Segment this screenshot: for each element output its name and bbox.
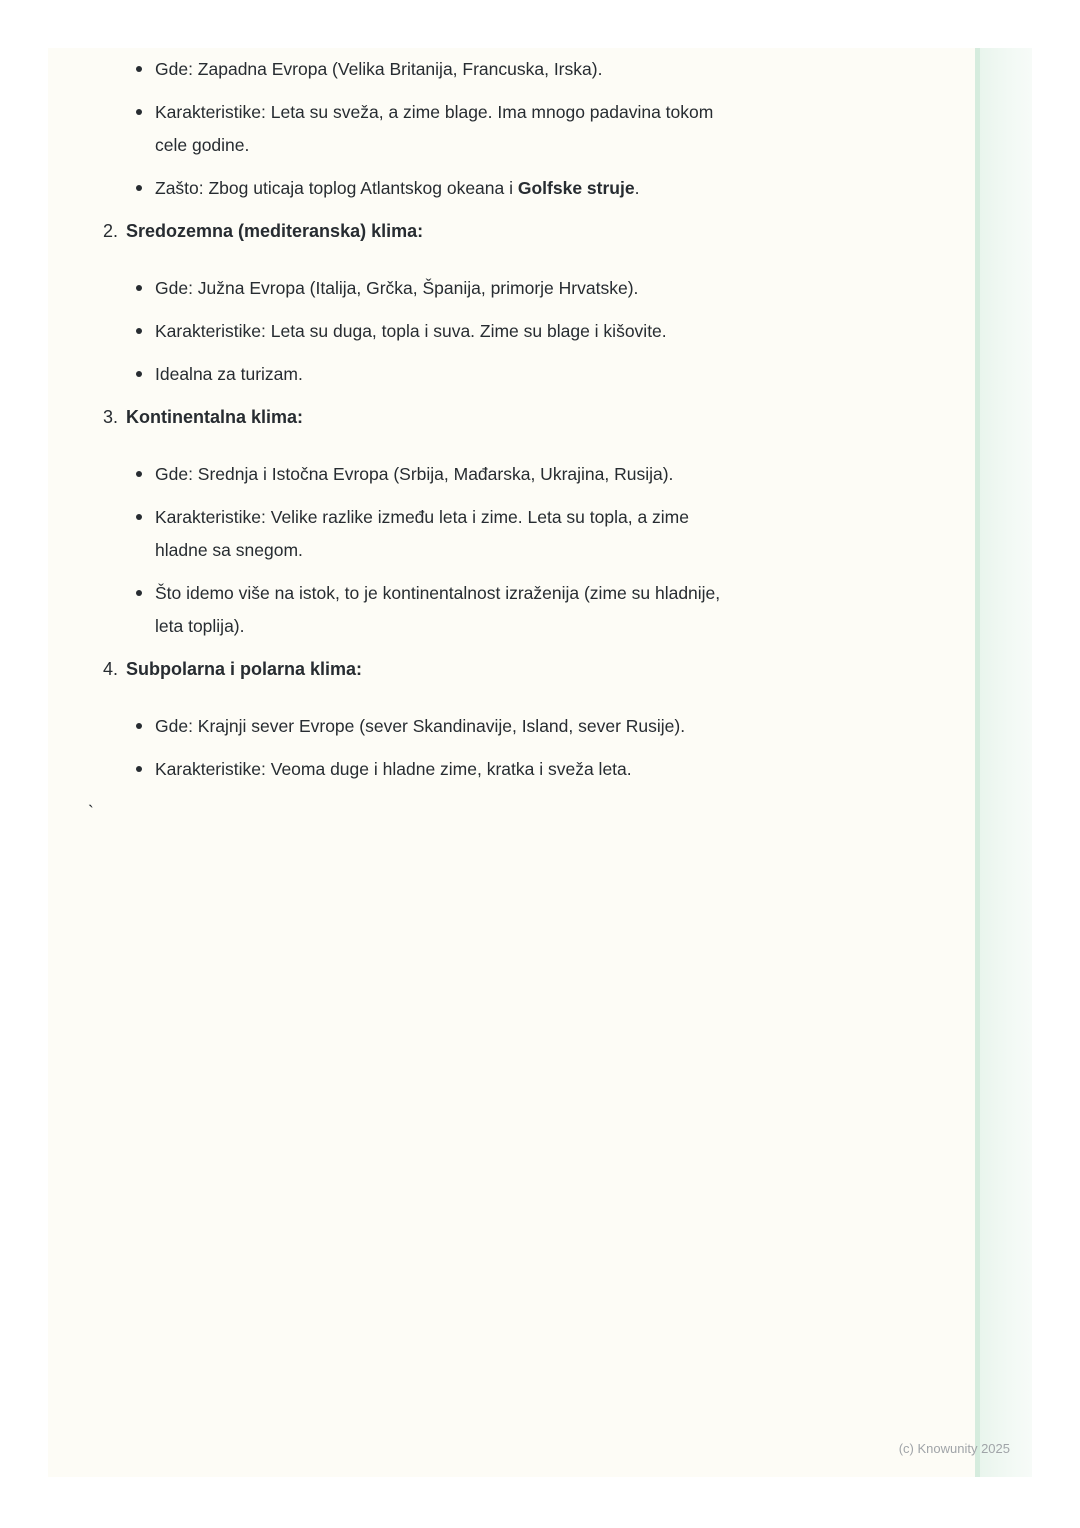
list-item-text: Gde: Zapadna Evropa (Velika Britanija, Francuska, Irska). [155,59,603,79]
bullet-icon [136,723,142,729]
list-item [155,272,908,305]
list-item-text [155,172,908,205]
bullet-list-oceanic-climate [88,53,908,205]
list-item [155,172,908,205]
section-number: 4. [103,659,119,679]
note-content [88,48,908,829]
section-continental-climate [88,401,908,643]
section-heading [103,215,908,248]
section-title: Subpolarna i polarna klima: [126,659,363,679]
bullet-icon [136,66,142,72]
stray-backtick-character: ` [88,802,94,822]
list-item-text: Karakteristike: Leta su duga, topla i suva. Zime su blage i kišovite. [155,321,667,341]
section-number: 3. [103,407,119,427]
section-heading [103,401,908,434]
bullet-icon [136,371,142,377]
bullet-icon [136,185,142,191]
bullet-list [88,710,908,786]
bullet-list [88,458,908,643]
list-item [155,710,908,743]
section-title: Sredozemna (mediteranska) klima: [126,221,424,241]
section-number: 2. [103,221,119,241]
list-item-text-bold: Golfske struje [517,178,635,198]
list-item-text: Idealna za turizam. [155,364,303,384]
bullet-icon [136,109,142,115]
list-item-text-plain: Zašto: Zbog uticaja toplog Atlantskog okeana i [155,178,518,198]
list-item-text: Gde: Srednja i Istočna Evropa (Srbija, Mađarska, Ukrajina, Rusija). [155,464,674,484]
section-mediterranean-climate [88,215,908,391]
list-item-text: Karakteristike: Veoma duge i hladne zime, kratka i sveža leta. [155,759,632,779]
list-item-text: leta toplija). [155,616,245,636]
section-title: Kontinentalna klima: [126,407,304,427]
list-item [155,96,908,162]
bullet-icon [136,766,142,772]
note-page [48,48,1032,1477]
list-item [155,577,908,643]
list-item-text: cele godine. [155,135,250,155]
list-item-text: Gde: Krajnji sever Evrope (sever Skandinavije, Island, sever Rusije). [155,716,686,736]
copyright-footer: (c) Knowunity 2025 [898,1441,1010,1456]
list-item-text: Karakteristike: Velike razlike između leta i zime. Leta su topla, a zime [155,507,689,527]
list-item-text: Što idemo više na istok, to je kontinentalnost izraženija (zime su hladnije, [155,583,721,603]
list-item [155,458,908,491]
bullet-icon [136,471,142,477]
list-item-text: Karakteristike: Leta su sveža, a zime blage. Ima mnogo padavina tokom [155,102,714,122]
bullet-icon [136,328,142,334]
bullet-icon [136,514,142,520]
bullet-icon [136,285,142,291]
list-item-text: hladne sa snegom. [155,540,303,560]
list-item [155,358,908,391]
section-heading [103,653,908,686]
list-item [155,753,908,786]
accent-band [980,48,1032,1477]
list-item-text: Gde: Južna Evropa (Italija, Grčka, Španija, primorje Hrvatske). [155,278,639,298]
list-item [155,315,908,348]
section-subpolar-polar-climate [88,653,908,786]
list-item [155,53,908,86]
bullet-list [88,272,908,391]
list-item [155,501,908,567]
list-item-text-plain: . [634,178,640,198]
bullet-icon [136,590,142,596]
